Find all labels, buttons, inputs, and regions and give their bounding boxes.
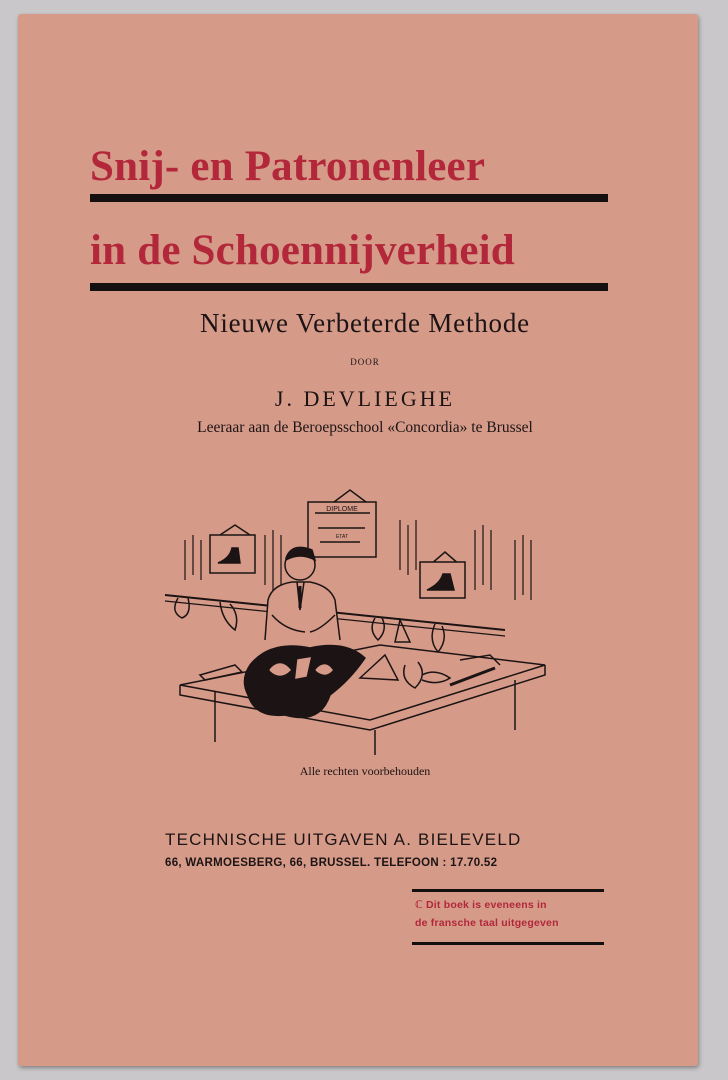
french-edition-note xyxy=(412,889,604,945)
title-line-1: Snij- en Patronenleer xyxy=(90,143,486,190)
publisher-name: TECHNISCHE UITGAVEN A. BIELEVELD xyxy=(165,830,522,849)
author-name: J. DEVLIEGHE xyxy=(274,386,456,411)
by-label: DOOR xyxy=(350,357,380,367)
diploma-sign-subtitle: ETAT xyxy=(335,534,349,540)
shoemaker-at-workbench-illustration xyxy=(160,480,560,760)
title-rule-top xyxy=(90,194,608,202)
diploma-sign-title: DIPLOME xyxy=(326,506,358,513)
title-line-2: in de Schoennijverheid xyxy=(90,227,515,274)
publisher-address: 66, WARMOESBERG, 66, BRUSSEL. TELEFOON : 17.70.52 xyxy=(165,857,498,869)
rights-notice: Alle rechten voorbehouden xyxy=(299,764,431,778)
note-line-1: ℂ Dit boek is eveneens in xyxy=(415,899,547,911)
title-rule-bottom xyxy=(90,283,608,291)
note-line-2: de fransche taal uitgegeven xyxy=(415,917,559,929)
author-affiliation: Leeraar aan de Beroepsschool «Concordia» te Brussel xyxy=(197,419,533,436)
subtitle: Nieuwe Verbeterde Methode xyxy=(200,308,530,338)
